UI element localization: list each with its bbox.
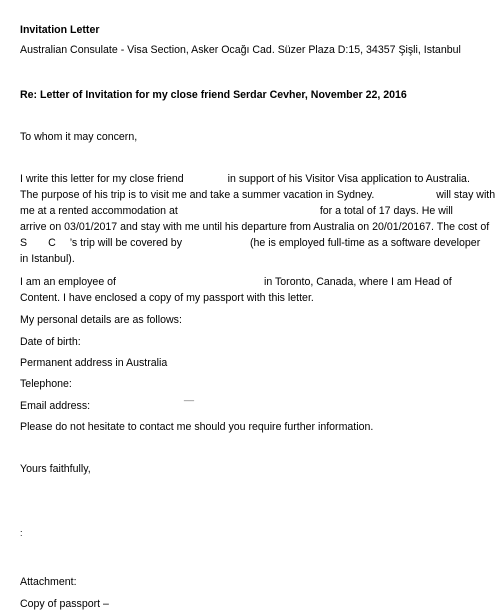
p1-line-3: me at a rented accommodation at for a total of 17 days. He will	[20, 205, 453, 217]
details-intro: My personal details are as follows:	[20, 314, 182, 326]
dob-label: Date of birth:	[20, 336, 81, 348]
p1-line-2: The purpose of his trip is to visit me and take a summer vacation in Sydney. will stay with	[20, 189, 495, 201]
email-label: Email address:	[20, 400, 91, 412]
p2-line-1: I am an employee of in Toronto, Canada, where I am Head of	[20, 276, 452, 288]
p1-line-4: arrive on 03/01/2017 and stay with me until his departure from Australia on 20/01/20167. The cost of	[20, 221, 490, 233]
p1-line-1: I write this letter for my close friend in support of his Visitor Visa application to Australia.	[20, 173, 470, 185]
letter-subject: Re: Letter of Invitation for my close friend Serdar Cevher, November 22, 2016	[20, 89, 407, 101]
telephone-label: Telephone:	[20, 378, 72, 390]
email-mark: __	[184, 391, 195, 401]
p1-line-5: S C ’s trip will be covered by (he is employed full-time as a software developer	[20, 237, 481, 249]
passport-copy-label: Copy of passport –	[20, 598, 109, 610]
signature-mark: :	[20, 528, 23, 538]
p2-line-2: Content. I have enclosed a copy of my passport with this letter.	[20, 292, 314, 304]
attachment-label: Attachment:	[20, 576, 77, 588]
signoff: Yours faithfully,	[20, 463, 91, 475]
p1-line-6: in Istanbul).	[20, 253, 75, 265]
letter-title: Invitation Letter	[20, 24, 100, 36]
salutation: To whom it may concern,	[20, 131, 138, 143]
closing-note: Please do not hesitate to contact me should you require further information.	[20, 421, 374, 433]
address-au-label: Permanent address in Australia	[20, 357, 168, 369]
consulate-address: Australian Consulate - Visa Section, Asker Ocağı Cad. Süzer Plaza D:15, 34357 Şişli, Istanbul	[20, 44, 461, 56]
